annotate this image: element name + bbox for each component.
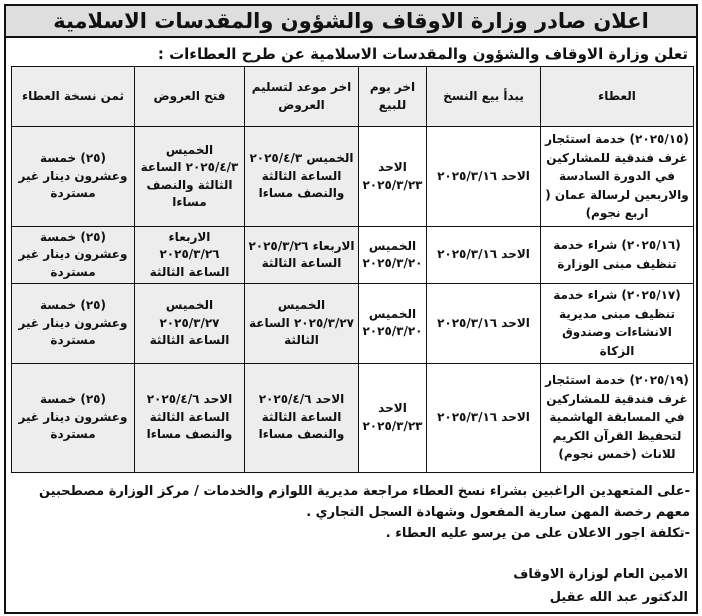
last-sale-cell: الخميس ٢٠٢٥/٣/٢٠ xyxy=(359,284,427,363)
note-requirements: -على المتعهدين الراغبين بشراء نسخ العطاء مراجعة مديرية اللوازم والخدمات / مركز الوزارة مصطحبين معهم رخصة المهن سارية المفعول وشهادة السجل التجاري . xyxy=(38,484,690,520)
signature-title: الامين العام لوزارة الاوقاف xyxy=(513,567,688,582)
signature-block xyxy=(513,563,688,609)
last-submission-cell: الخميس ٢٠٢٥/٤/٣ الساعة الثالثة والنصف مساءا xyxy=(245,127,359,227)
notes-section xyxy=(10,481,690,544)
last-sale-cell: الخميس ٢٠٢٥/٣/٢٠ xyxy=(359,227,427,284)
sale-start-cell: الاحد ٢٠٢٥/٣/١٦ xyxy=(427,363,541,472)
note-ad-cost: -تكلفة اجور الاعلان على من يرسو عليه العطاء . xyxy=(385,526,690,541)
tender-cell: (٢٠٢٥/١٧) شراء خدمة تنظيف مبنى مديرية الانشاءات وصندوق الزكاة xyxy=(541,284,694,363)
last-sale-cell: الاحد ٢٠٢٥/٣/٢٣ xyxy=(359,363,427,472)
intro-text: تعلن وزارة الاوقاف والشؤون والمقدسات الاسلامية عن طرح العطاءات : xyxy=(157,45,688,63)
price-cell: (٢٥) خمسة وعشرون دينار غير مستردة xyxy=(12,363,135,472)
last-sale-cell: الاحد ٢٠٢٥/٣/٢٣ xyxy=(359,127,427,227)
opening-cell: الخميس ٢٠٢٥/٣/٢٧ الساعة الثالثة xyxy=(135,284,245,363)
opening-cell: الاربعاء ٢٠٢٥/٣/٢٦ الساعة الثالثة xyxy=(135,227,245,284)
price-cell: (٢٥) خمسة وعشرون دينار غير مستردة xyxy=(12,227,135,284)
table-row xyxy=(12,284,694,363)
header-last-sale: اخر يوم للبيع xyxy=(359,67,427,127)
last-submission-cell: الاحد ٢٠٢٥/٤/٦ الساعة الثالثة والنصف مساءا xyxy=(245,363,359,472)
table-header-row xyxy=(12,67,694,127)
opening-cell: الخميس ٢٠٢٥/٤/٣ الساعة الثالثة والنصف مساءا xyxy=(135,127,245,227)
announcement-title: اعلان صادر وزارة الاوقاف والشؤون والمقدسات الاسلامية xyxy=(4,4,698,38)
sale-start-cell: الاحد ٢٠٢٥/٣/١٦ xyxy=(427,127,541,227)
opening-cell: الاحد ٢٠٢٥/٤/٦ الساعة الثالثة والنصف مساءا xyxy=(135,363,245,472)
header-opening: فتح العروض xyxy=(135,67,245,127)
table-row xyxy=(12,227,694,284)
tender-cell: (٢٠٢٥/١٩) خدمة استئجار غرف فندقية للمشاركين في المسابقة الهاشمية لتحفيظ القرآن الكريم للاناث (خمس نجوم) xyxy=(541,363,694,472)
tender-cell: (٢٠٢٥/١٦) شراء خدمة تنظيف مبنى الوزارة xyxy=(541,227,694,284)
header-last-submission: اخر موعد لتسليم العروض xyxy=(245,67,359,127)
header-price: ثمن نسخة العطاء xyxy=(12,67,135,127)
header-sale-start: يبدأ بيع النسخ xyxy=(427,67,541,127)
last-submission-cell: الاربعاء ٢٠٢٥/٣/٢٦ الساعة الثالثة xyxy=(245,227,359,284)
table-row xyxy=(12,363,694,472)
tender-cell: (٢٠٢٥/١٥) خدمة استئجار غرف فندقية للمشاركين في الدورة السادسة والاربعين لرسالة عمان ( اربع نجوم) xyxy=(541,127,694,227)
last-submission-cell: الخميس ٢٠٢٥/٣/٢٧ الساعة الثالثة xyxy=(245,284,359,363)
table-row xyxy=(12,127,694,227)
header-tender: العطاء xyxy=(541,67,694,127)
tenders-table xyxy=(11,66,694,473)
price-cell: (٢٥) خمسة وعشرون دينار غير مستردة xyxy=(12,127,135,227)
sale-start-cell: الاحد ٢٠٢٥/٣/١٦ xyxy=(427,284,541,363)
price-cell: (٢٥) خمسة وعشرون دينار غير مستردة xyxy=(12,284,135,363)
signature-name: الدكتور عبد الله عقيل xyxy=(549,590,688,605)
sale-start-cell: الاحد ٢٠٢٥/٣/١٦ xyxy=(427,227,541,284)
